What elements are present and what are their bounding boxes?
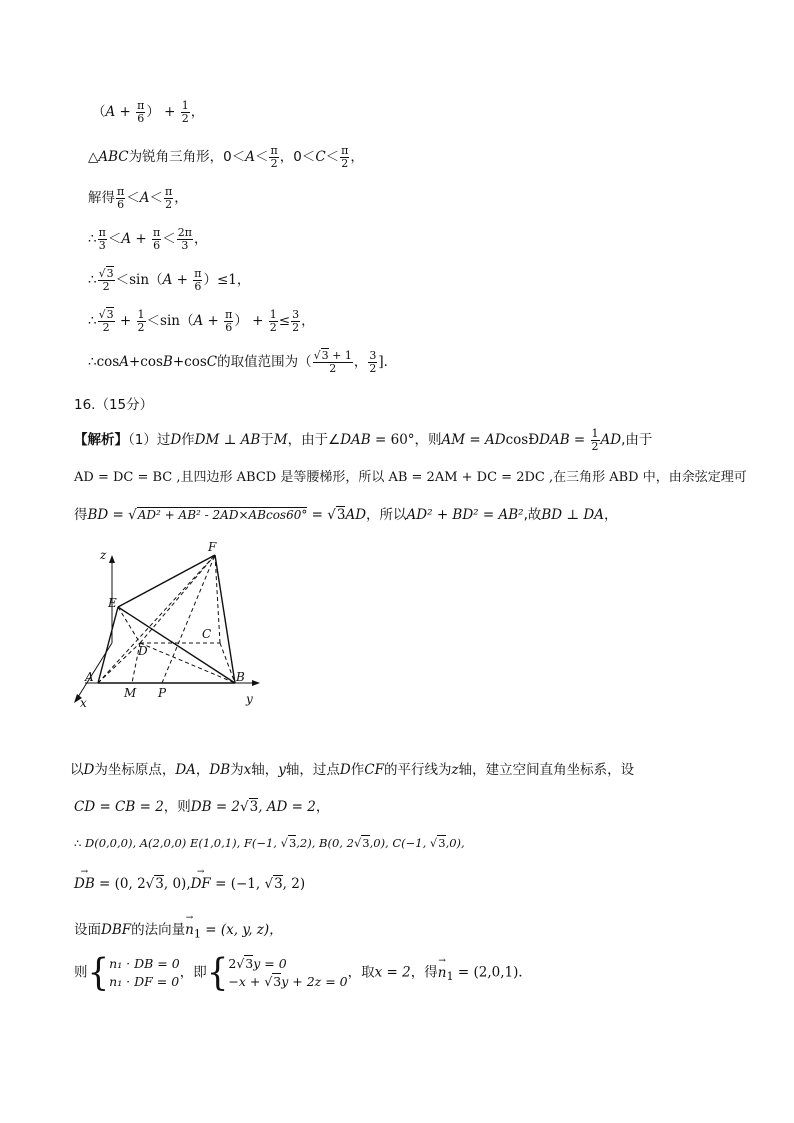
fraction: $\frac{\pi}{6}$	[137, 99, 145, 125]
label-D: D	[138, 644, 148, 658]
analysis-line-2: AD = DC = BC ,且四边形 ABCD 是等腰梯形，所以 AB = 2AM + DC = 2DC ,在三角形 ABD 中，由余弦定理可	[74, 470, 747, 485]
label-F: F	[208, 540, 217, 554]
line-1: （A + $\frac{\pi}{6}$ ） + $\frac{1}{2}$ ，	[92, 99, 205, 125]
label-x: x	[80, 696, 87, 710]
setup-line-1: 以D为坐标原点，DA，DB为x轴，y轴，过点D作CF的平行线为z轴，建立空间直角坐标系，设	[70, 762, 635, 778]
setup-line-5: 设面DBF的法向量→ $n_1 = (x$, y, z)，	[74, 918, 283, 941]
label-z: z	[100, 548, 107, 562]
line-7: ∴cosA+cosB+cosC的取值范围为（ $\frac{√3 + 1}{2}$ ， $\frac{3}{2}$ ]．	[88, 349, 398, 375]
label-M: M	[124, 686, 137, 700]
setup-line-3: ∴ D(0,0,0), A(2,0,0) E(1,0,1), F(−1, √3,2), B(0, 2√3,0), C(−1, √3,0),	[74, 836, 465, 850]
problem-header: 16.（15分）	[74, 397, 154, 413]
label-P: P	[158, 686, 167, 700]
setup-line-4: → DB = (0, 2√3, 0),→ DF = (−1, √3, 2)	[74, 876, 305, 892]
line-4: ∴ $\frac{\pi}{3}$ ＜A + $\frac{\pi}{6}$ ＜ $\frac{2\pi}{3}$ ，	[88, 226, 208, 252]
label-y: y	[246, 692, 253, 706]
geometry-figure	[60, 535, 280, 715]
label-A: A	[85, 670, 94, 684]
analysis-line-3: 得BD = √AD² + AB² - 2AD×ABcos60° = √3AD，所以AD² + BD² = AB²,故BD ⊥ DA，	[74, 507, 618, 523]
line-5: ∴ $\frac{√3}{2}$ ＜sin（A + $\frac{\pi}{6}$ ）≤1，	[88, 267, 251, 293]
setup-line-2: CD = CB = 2，则DB = 2√3, AD = 2，	[74, 799, 330, 815]
line-3: 解得 $\frac{\pi}{6}$ ＜A＜ $\frac{\pi}{2}$ ，	[88, 185, 188, 211]
label-C: C	[202, 627, 212, 641]
line-2: △ABC为锐角三角形，0＜A＜ $\frac{\pi}{2}$ ，0＜C＜ $\frac{\pi}{2}$ ，	[88, 144, 364, 170]
setup-line-6: 则{ n₁ · DB = 0 n₁ · DF = 0 ，即{ 2√3y = 0 −x + √3y + 2z = 0 ，取x = 2，得→ $n_1 = (2,0,1)$．	[74, 955, 532, 991]
label-B: B	[236, 670, 245, 684]
line-6: ∴ $\frac{√3}{2}$ + $\frac{1}{2}$ ＜sin（A + $\frac{\pi}{6}$ ） + $\frac{1}{2}$ ≤ $\frac{3}{2}$ ，	[88, 308, 315, 334]
label-E: E	[108, 596, 117, 610]
analysis-line-1: 【解析】（1）过D作DM ⊥ AB于M，由于∠DAB = 60°，则AM = ADcosÐDAB = $\frac{1}{2}$ AD,由于	[74, 427, 653, 453]
